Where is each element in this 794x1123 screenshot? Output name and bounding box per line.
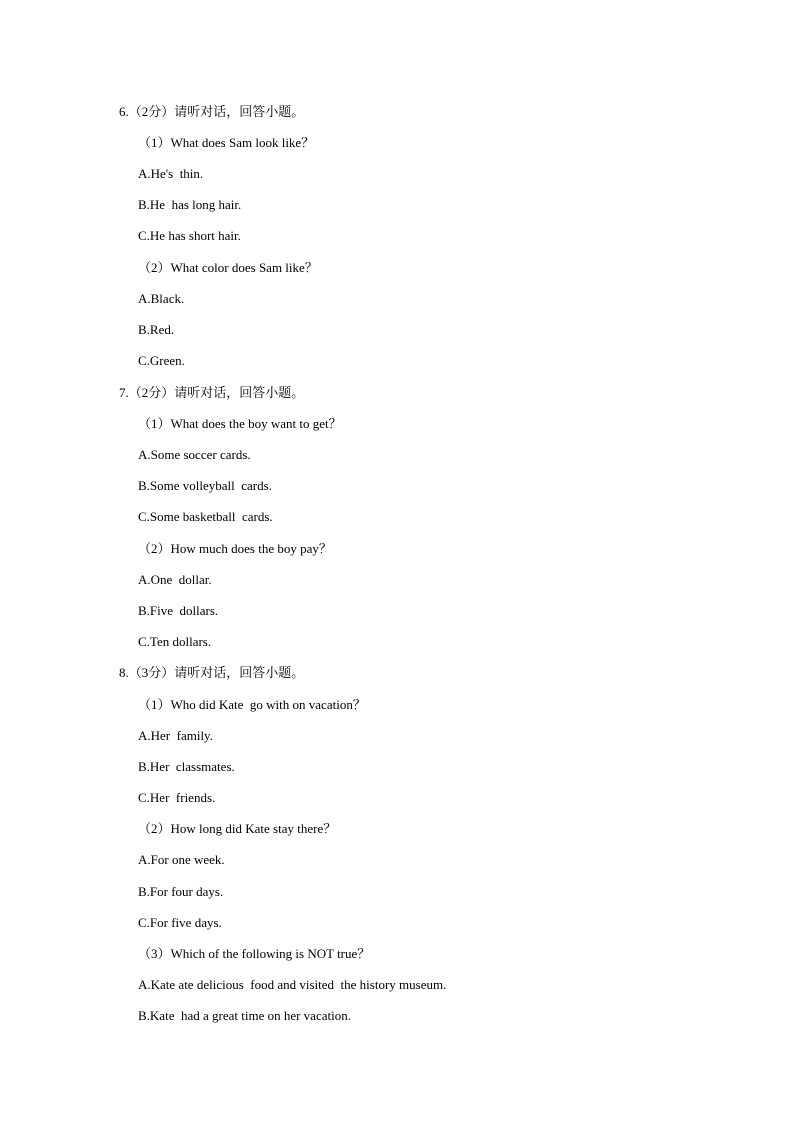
question-7-sub-1-option-b[interactable]: B.Some volleyball cards. (138, 478, 272, 493)
question-7-sub-2-option-a[interactable]: A.One dollar. (138, 572, 212, 587)
question-7-sub-2-prompt: （2）How much does the boy pay？ (138, 541, 332, 556)
question-8-sub-2-prompt: （2）How long did Kate stay there？ (138, 821, 337, 836)
question-6-sub-2-option-c[interactable]: C.Green. (138, 353, 185, 368)
question-6-sub-1-option-b[interactable]: B.He has long hair. (138, 197, 242, 212)
question-8-sub-2-option-c[interactable]: C.For five days. (138, 915, 222, 930)
question-7-sub-2-option-b[interactable]: B.Five dollars. (138, 603, 219, 618)
question-6-header: 6.（2分）请听对话，回答小题。 (119, 104, 305, 119)
question-8-sub-1-option-c[interactable]: C.Her friends. (138, 790, 216, 805)
question-6-sub-2-option-a[interactable]: A.Black. (138, 291, 185, 306)
question-6-sub-1-option-a[interactable]: A.He's thin. (138, 166, 204, 181)
question-6-sub-2-option-b[interactable]: B.Red. (138, 322, 175, 337)
question-6-sub-1-prompt: （1）What does Sam look like？ (138, 135, 315, 150)
question-8-sub-3-option-b[interactable]: B.Kate had a great time on her vacation. (138, 1008, 351, 1023)
question-8-sub-2-option-a[interactable]: A.For one week. (138, 852, 225, 867)
question-8-sub-1-option-a[interactable]: A.Her family. (138, 728, 213, 743)
question-6-sub-2-prompt: （2）What color does Sam like？ (138, 260, 318, 275)
question-7-sub-1-prompt: （1）What does the boy want to get？ (138, 416, 342, 431)
question-8-sub-3-prompt: （3）Which of the following is NOT true？ (138, 946, 371, 961)
question-7-sub-1-option-c[interactable]: C.Some basketball cards. (138, 509, 273, 524)
question-7-header: 7.（2分）请听对话，回答小题。 (119, 385, 305, 400)
question-8-header: 8.（3分）请听对话，回答小题。 (119, 665, 305, 680)
question-7-sub-2-option-c[interactable]: C.Ten dollars. (138, 634, 212, 649)
question-6-sub-1-option-c[interactable]: C.He has short hair. (138, 228, 241, 243)
question-8-sub-2-option-b[interactable]: B.For four days. (138, 884, 224, 899)
question-8-sub-3-option-a[interactable]: A.Kate ate delicious food and visited the history museum. (138, 977, 447, 992)
question-8-sub-1-option-b[interactable]: B.Her classmates. (138, 759, 235, 774)
question-7-sub-1-option-a[interactable]: A.Some soccer cards. (138, 447, 251, 462)
question-8-sub-1-prompt: （1）Who did Kate go with on vacation？ (138, 697, 366, 712)
